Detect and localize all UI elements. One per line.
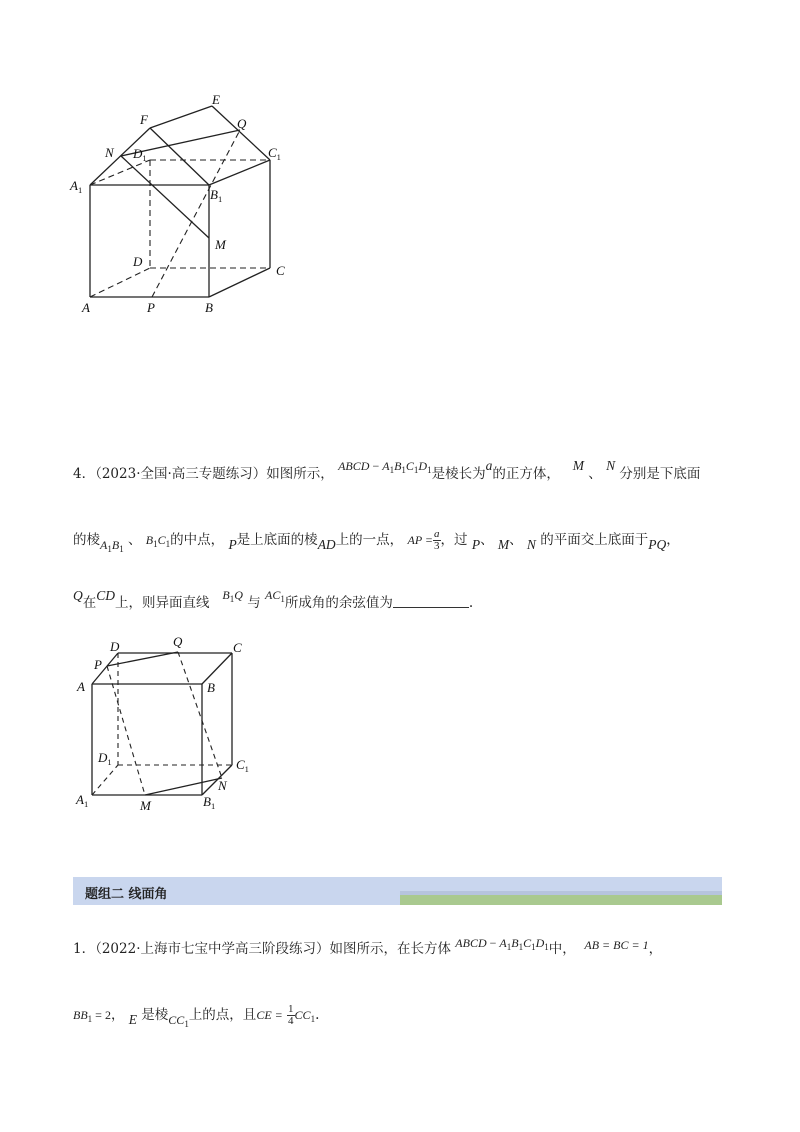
section-header-stripe (400, 895, 722, 905)
fraction-a-over-3: $\frac{a}{3}$ (434, 528, 440, 552)
label-B: B (207, 680, 215, 695)
label-A: A (77, 679, 85, 694)
problem-1-line-2: $BB_1 = 2$， E 是棱$CC_1$上的点，且CE = $\frac{1}{4}$ $CC_1$. (73, 1003, 320, 1029)
problem-number: 4． (73, 466, 96, 482)
label-E: E (212, 92, 220, 107)
box-name: ABCD − $A_1B_1C_1D_1$ (455, 936, 549, 952)
section-header (73, 877, 722, 905)
label-C: C (233, 640, 242, 655)
section-title: 题组二 线面角 (85, 887, 168, 902)
problem-4-line-1: 4．（2023·全国·高三专题练习）如图所示， ABCD − $A_1B_1C_1D_1$是棱长为a的正方体， M 、 N 分别是下底面 (73, 458, 701, 482)
label-A: A (82, 300, 90, 315)
label-C1: $C_1$ (268, 145, 281, 162)
label-N: N (218, 778, 227, 793)
label-C: C (276, 263, 285, 278)
label-N: N (105, 145, 114, 160)
label-B1: $B_1$ (203, 794, 216, 811)
label-A1: $A_1$ (76, 792, 89, 809)
label-P: P (147, 300, 155, 315)
label-Q: Q (237, 116, 247, 131)
label-B1: $B_1$ (210, 187, 223, 204)
label-Q: Q (173, 634, 183, 649)
label-B: B (205, 300, 213, 315)
figure-1-prism (60, 90, 310, 320)
problem-source: （2022·上海市七宝中学高三阶段练习） (95, 941, 330, 957)
label-D1: $D_1$ (98, 750, 112, 767)
figure-2-cube (65, 625, 265, 820)
problem-4-line-2: 的棱$A_1B_1$ 、 $B_1C_1$的中点， P是上底面的棱AD上的一点， AP = $\frac{a}{3}$ ，过 P、 M、 N 的平面交上底面于PQ， (73, 528, 680, 554)
label-C1: $C_1$ (236, 757, 249, 774)
label-P: P (94, 657, 102, 672)
problem-4-line-3: Q在CD上，则异面直线 $B_1Q$ 与 $AC_1$所成角的余弦值为 . (73, 588, 474, 611)
label-F: F (140, 112, 148, 127)
label-M: M (140, 798, 151, 813)
problem-source: （2023·全国·高三专题练习） (95, 466, 267, 482)
problem-1-line-1: 1．（2022·上海市七宝中学高三阶段练习）如图所示，在长方体 ABCD − $A_1B_1C_1D_1$中， AB = BC = 1， (73, 936, 663, 957)
label-M: M (215, 237, 226, 252)
cube-name: ABCD − $A_1B_1C_1D_1$ (338, 459, 432, 475)
label-D: D (133, 254, 143, 269)
label-D1: $D_1$ (133, 146, 147, 163)
fraction-1-over-4: $\frac{1}{4}$ (288, 1003, 294, 1027)
label-D: D (110, 639, 120, 654)
answer-blank[interactable] (393, 595, 469, 608)
label-A1: $A_1$ (70, 178, 83, 195)
problem-number: 1． (73, 941, 96, 957)
